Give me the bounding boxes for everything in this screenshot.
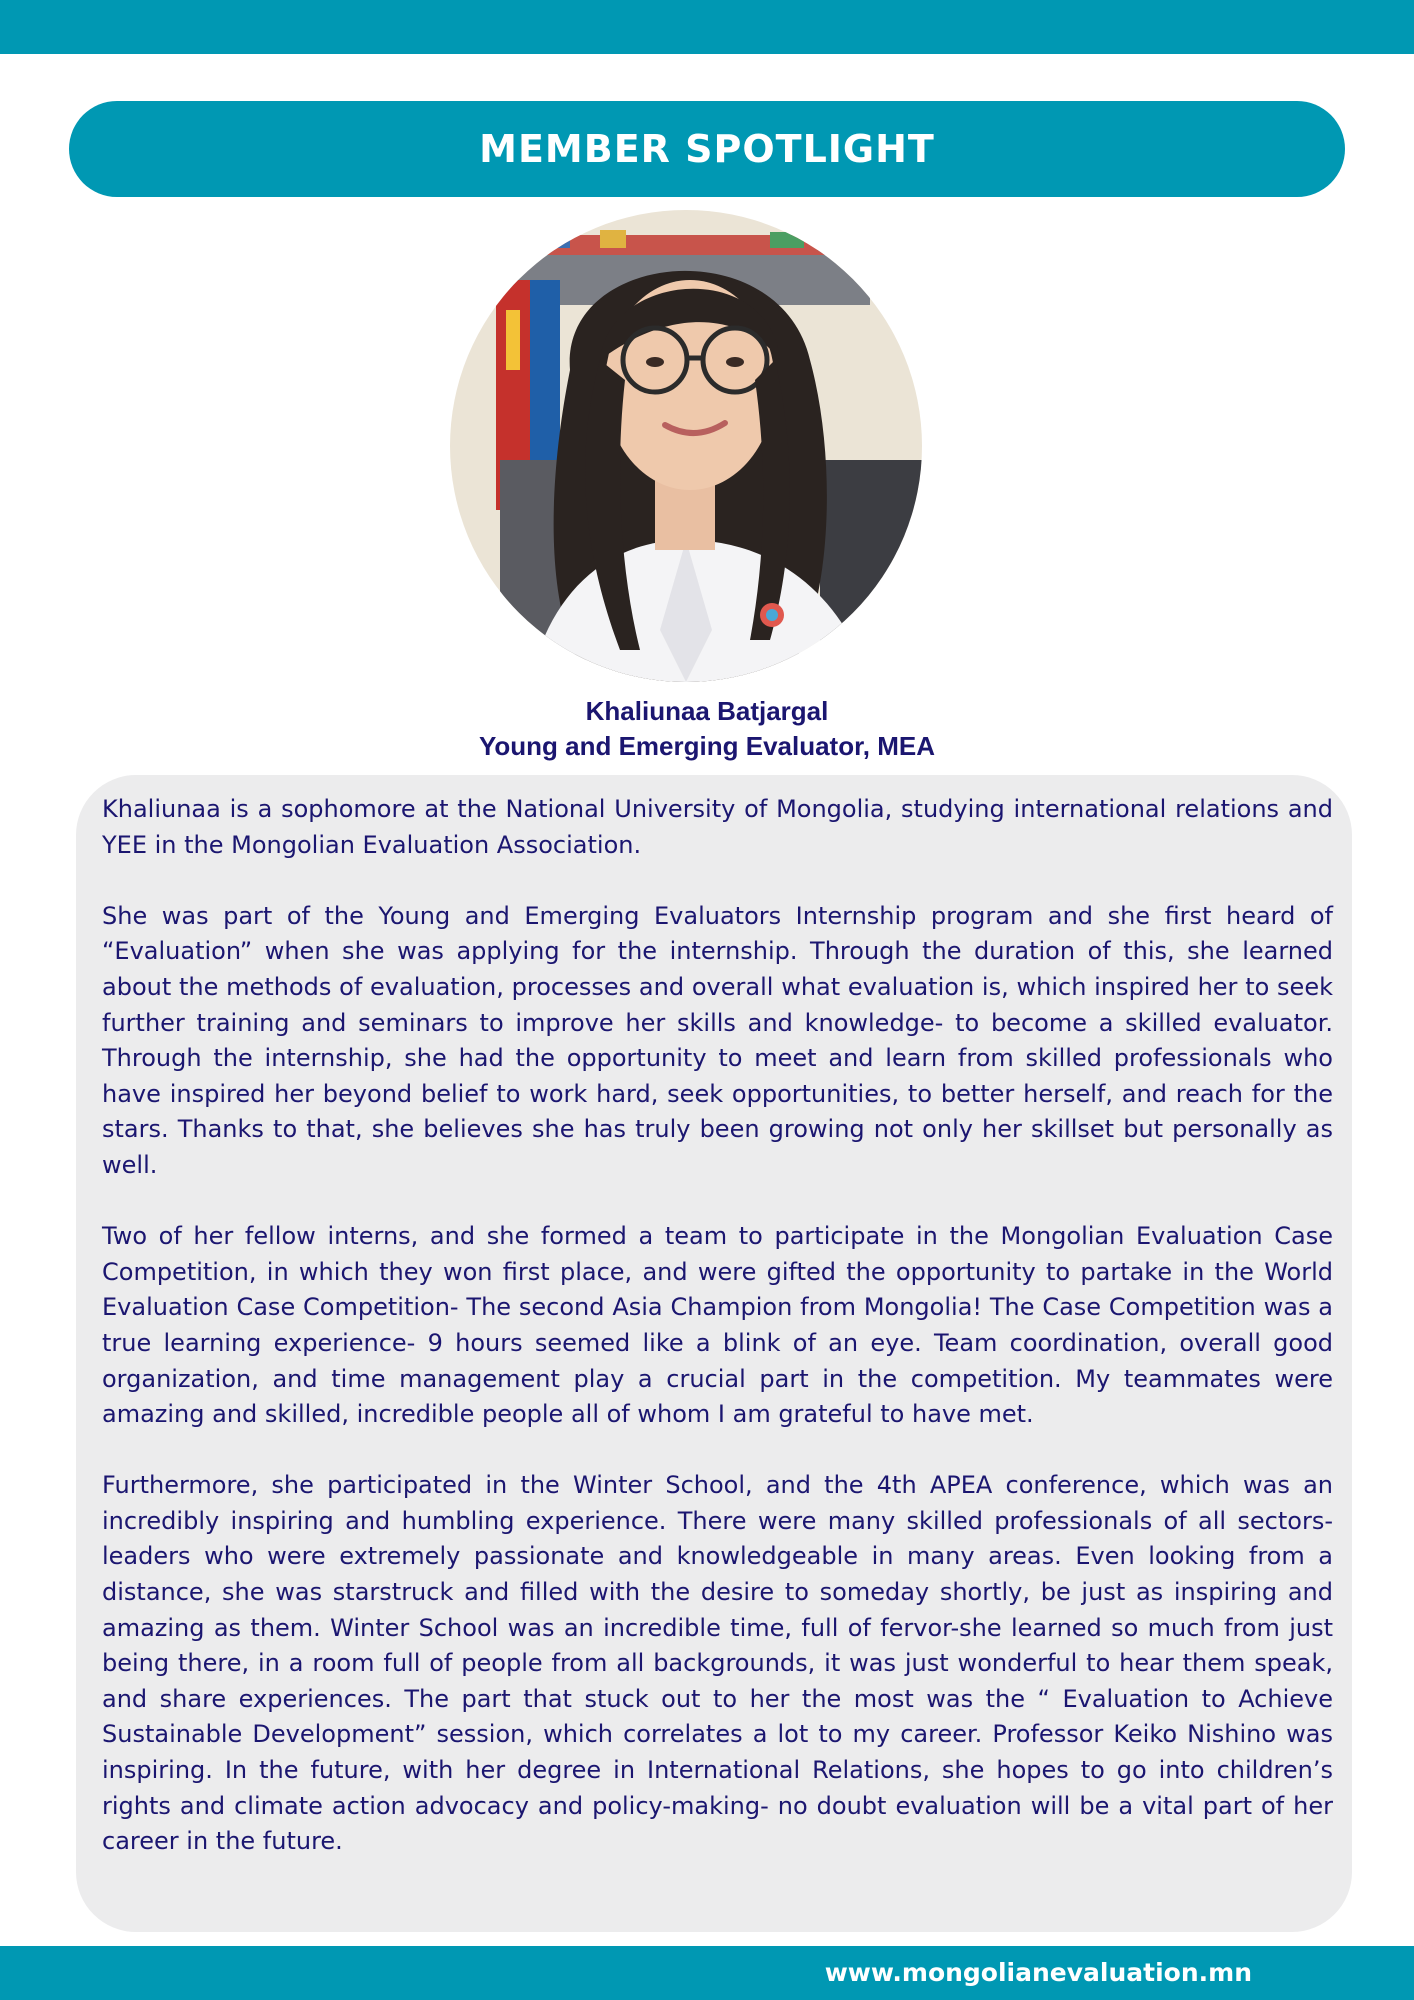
bio-text <box>102 792 1333 1860</box>
website-link[interactable]: www.mongolianevaluation.mn <box>824 1958 1252 1987</box>
bio-paragraph-4: Furthermore, she participated in the Winter School, and the 4th APEA conference, which was an incredibly inspiring and humbling experience. There were many skilled professionals of all sectors- leaders who were extremely passionate and knowledgeable in many areas. Even looking from a distance, she was starstruck and filled with the desire to someday shortly, be just as inspiring and amazing as them. Winter School was an incredible time, full of fervor-she learned so much from just being there, in a room full of people from all backgrounds, it was just wonderful to hear them speak, and share experiences. The part that stuck out to her the most was the “ Evaluation to Achieve Sustainable Development” session, which correlates a lot to my career. Professor Keiko Nishino was inspiring. In the future, with her degree in International Relations, she hopes to go into children’s rights and climate action advocacy and policy-making- no doubt evaluation will be a vital part of her career in the future. <box>102 1471 1333 1856</box>
spotlight-banner <box>69 101 1345 197</box>
top-accent-bar <box>0 0 1414 54</box>
profile-photo <box>450 210 922 682</box>
bio-paragraph-3: Two of her fellow interns, and she formed a team to participate in the Mongolian Evaluation Case Competition, in which they won first place, and were gifted the opportunity to partake in the World Evaluation Case Competition- The second Asia Champion from Mongolia! The Case Competition was a true learning experience- 9 hours seemed like a blink of an eye. Team coordination, overall good organization, and time management play a crucial part in the competition. My teammates were amazing and skilled, incredible people all of whom I am grateful to have met. <box>102 1222 1333 1429</box>
bio-paragraph-2: She was part of the Young and Emerging Evaluators Internship program and she first heard of “Evaluation” when she was applying for the internship. Through the duration of this, she learned about the methods of evaluation, processes and overall what evaluation is, which inspired her to seek further training and seminars to improve her skills and knowledge- to become a skilled evaluator. Through the internship, she had the opportunity to meet and learn from skilled professionals who have inspired her beyond belief to work hard, seek opportunities, to better herself, and reach for the stars. Thanks to that, she believes she has truly been growing not only her skillset but personally as well. <box>102 901 1333 1179</box>
bio-paragraph-1: Khaliunaa is a sophomore at the National University of Mongolia, studying international relations and YEE in the Mongolian Evaluation Association. <box>102 795 1333 859</box>
member-role: Young and Emerging Evaluator, MEA <box>478 731 935 761</box>
page-title: MEMBER SPOTLIGHT <box>479 127 935 171</box>
member-name: Khaliunaa Batjargal <box>585 696 829 726</box>
